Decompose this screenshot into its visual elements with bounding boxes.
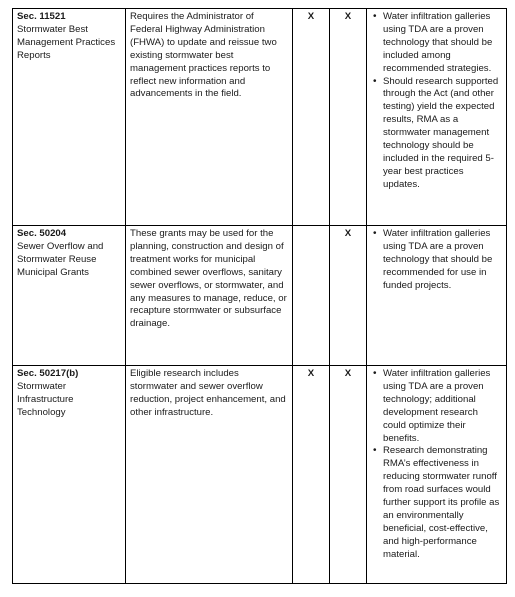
description-cell: These grants may be used for the planning, construction and design of treatment works for municipal combined sewer overflows, sanitary sewer overflows, or stormwater, and any measures to manage, reduce, or recapture stormwater or subsurface drainage. [126,226,293,366]
section-title: Sewer Overflow and Stormwater Reuse Municipal Grants [17,240,104,278]
section-cell [13,9,126,226]
mark-a-cell [293,226,330,366]
notes-list [371,368,502,562]
notes-list [371,11,502,192]
section-number: Sec. 11521 [17,11,66,22]
table-row [13,9,507,226]
list-item: • Research demonstrating RMA’s effectiveness in reducing stormwater runoff from road surfaces would further support its profile as an environmentally beneficial, cost-effective, and high-performance material. [383,445,502,561]
mark-a-cell: X [293,366,330,584]
notes-list [371,228,502,293]
section-title: Stormwater Infrastructure Technology [17,380,74,418]
section-title: Stormwater Best Management Practices Reports [17,23,116,61]
mark-b-cell: X [330,9,367,226]
list-item: • Should research supported through the Act (and other testing) yield the expected results, RMA as a stormwater management technology should be included in the required 5-year best practices updates. [383,76,502,192]
section-number: Sec. 50217(b) [17,368,79,379]
mark-b-cell: X [330,226,367,366]
notes-cell [367,226,507,366]
list-item: • Water infiltration galleries using TDA are a proven technology that should be included among recommended strategies. [383,11,502,76]
list-item: • Water infiltration galleries using TDA are a proven technology; additional development research could optimize their benefits. [383,368,502,445]
mark-b-cell: X [330,366,367,584]
description-cell: Requires the Administrator of Federal Highway Administration (FHWA) to update and reissue two existing stormwater best management practices reports to reflect new information and advancements in the field. [126,9,293,226]
mark-a-cell: X [293,9,330,226]
notes-cell [367,366,507,584]
table-row [13,226,507,366]
notes-cell [367,9,507,226]
provisions-table [12,8,507,584]
section-cell [13,226,126,366]
description-cell: Eligible research includes stormwater and sewer overflow reduction, project enhancement, and other infrastructure. [126,366,293,584]
list-item: • Water infiltration galleries using TDA are a proven technology that should be recommended for use in funded projects. [383,228,502,293]
section-number: Sec. 50204 [17,228,67,239]
table-row [13,366,507,584]
section-cell [13,366,126,584]
